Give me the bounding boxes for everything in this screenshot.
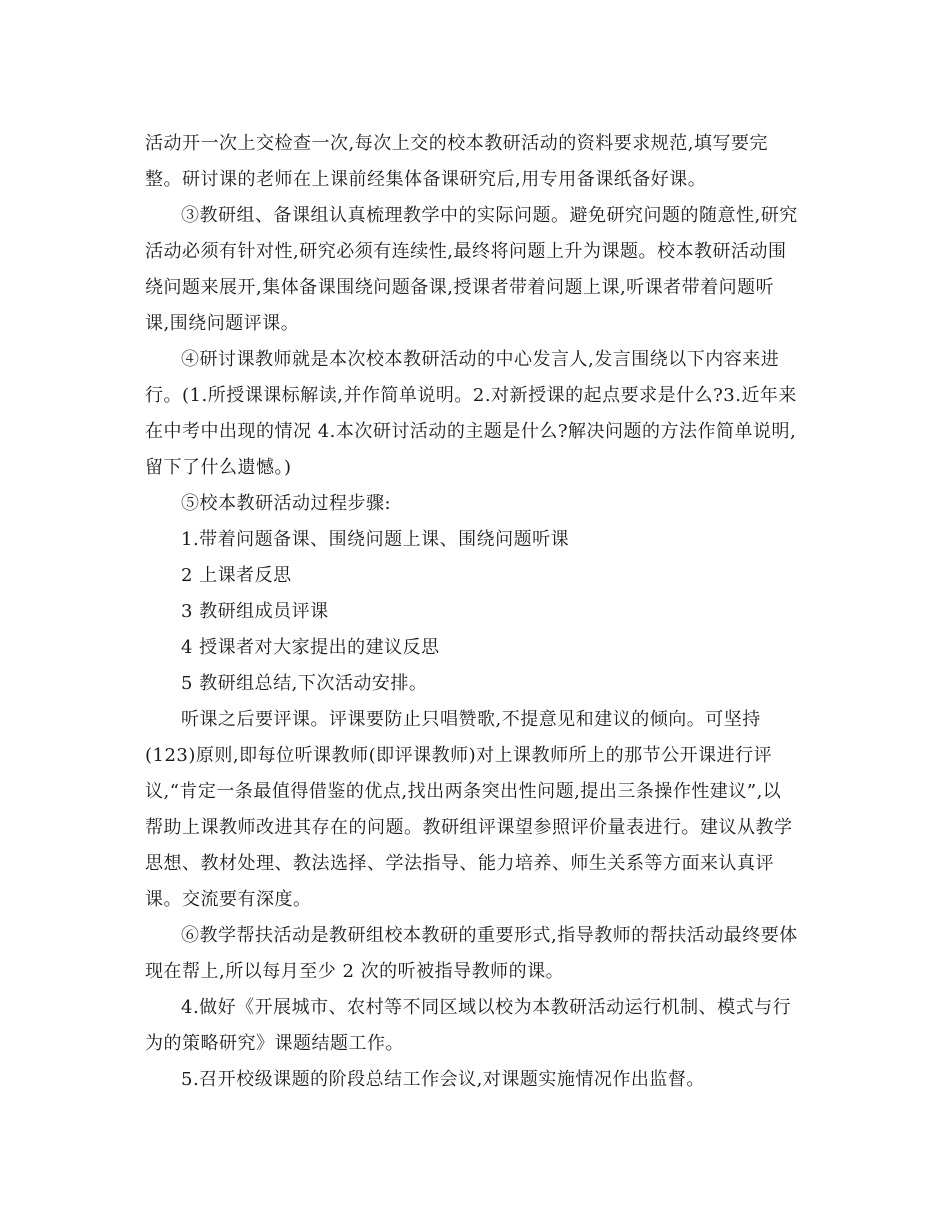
text-line: 思想、教材处理、教法选择、学法指导、能力培养、师生关系等方面来认真评	[145, 853, 774, 874]
document-body	[145, 126, 815, 1098]
text-line: 整。研讨课的老师在上课前经集体备课研究后,用专用备课纸备好课。	[145, 169, 707, 190]
text-line: 5 教研组总结,下次活动安排。	[181, 673, 428, 694]
text-line: 5.召开校级课题的阶段总结工作会议,对课题实施情况作出监督。	[181, 1069, 705, 1090]
text-line: 2 上课者反思	[181, 565, 292, 586]
text-line: 在中考中出现的情况 4.本次研讨活动的主题是什么?解决问题的方法作简单说明,	[145, 421, 797, 442]
text-line: ③教研组、备课组认真梳理教学中的实际问题。避免研究问题的随意性,研究	[181, 205, 798, 226]
text-line: 帮助上课教师改进其存在的问题。教研组评课望参照评价量表进行。建议从教学	[145, 817, 793, 838]
text-line: 行。(1.所授课课标解读,并作简单说明。2.对新授课的起点要求是什么?3.近年来	[145, 385, 797, 406]
text-line: ④研讨课教师就是本次校本教研活动的中心发言人,发言围绕以下内容来进	[181, 349, 780, 370]
text-line: 4.做好《开展城市、农村等不同区域以校为本教研活动运行机制、模式与行	[181, 997, 792, 1018]
text-line: 3 教研组成员评课	[181, 601, 329, 622]
text-line: 4 授课者对大家提出的建议反思	[181, 637, 440, 658]
text-line: (123)原则,即每位听课教师(即评课教师)对上课教师所上的那节公开课进行评	[145, 745, 773, 766]
text-line: 现在帮上,所以每月至少 2 次的听被指导教师的课。	[145, 961, 565, 982]
text-line: 绕问题来展开,集体备课围绕问题备课,授课者带着问题上课,听课者带着问题听	[145, 277, 775, 298]
text-line: 活动开一次上交检查一次,每次上交的校本教研活动的资料要求规范,填写要完	[145, 133, 768, 154]
text-line: 议,“肯定一条最值得借鉴的优点,找出两条突出性问题,提出三条操作性建议”,以	[145, 781, 782, 802]
text-line: 课。交流要有深度。	[145, 889, 312, 910]
text-line: 留下了什么遗憾。)	[145, 457, 292, 478]
text-line: 活动必须有针对性,研究必须有连续性,最终将问题上升为课题。校本教研活动围	[145, 241, 787, 262]
text-line: 1.带着问题备课、围绕问题上课、围绕问题听课	[181, 529, 570, 550]
text-line: 课,围绕问题评课。	[145, 313, 300, 334]
text-line: ⑤校本教研活动过程步骤:	[181, 493, 392, 514]
text-line: ⑥教学帮扶活动是教研组校本教研的重要形式,指导教师的帮扶活动最终要体	[181, 925, 798, 946]
text-line: 为的策略研究》课题结题工作。	[145, 1033, 404, 1054]
text-line: 听课之后要评课。评课要防止只唱赞歌,不提意见和建议的倾向。可坚持	[181, 709, 761, 730]
